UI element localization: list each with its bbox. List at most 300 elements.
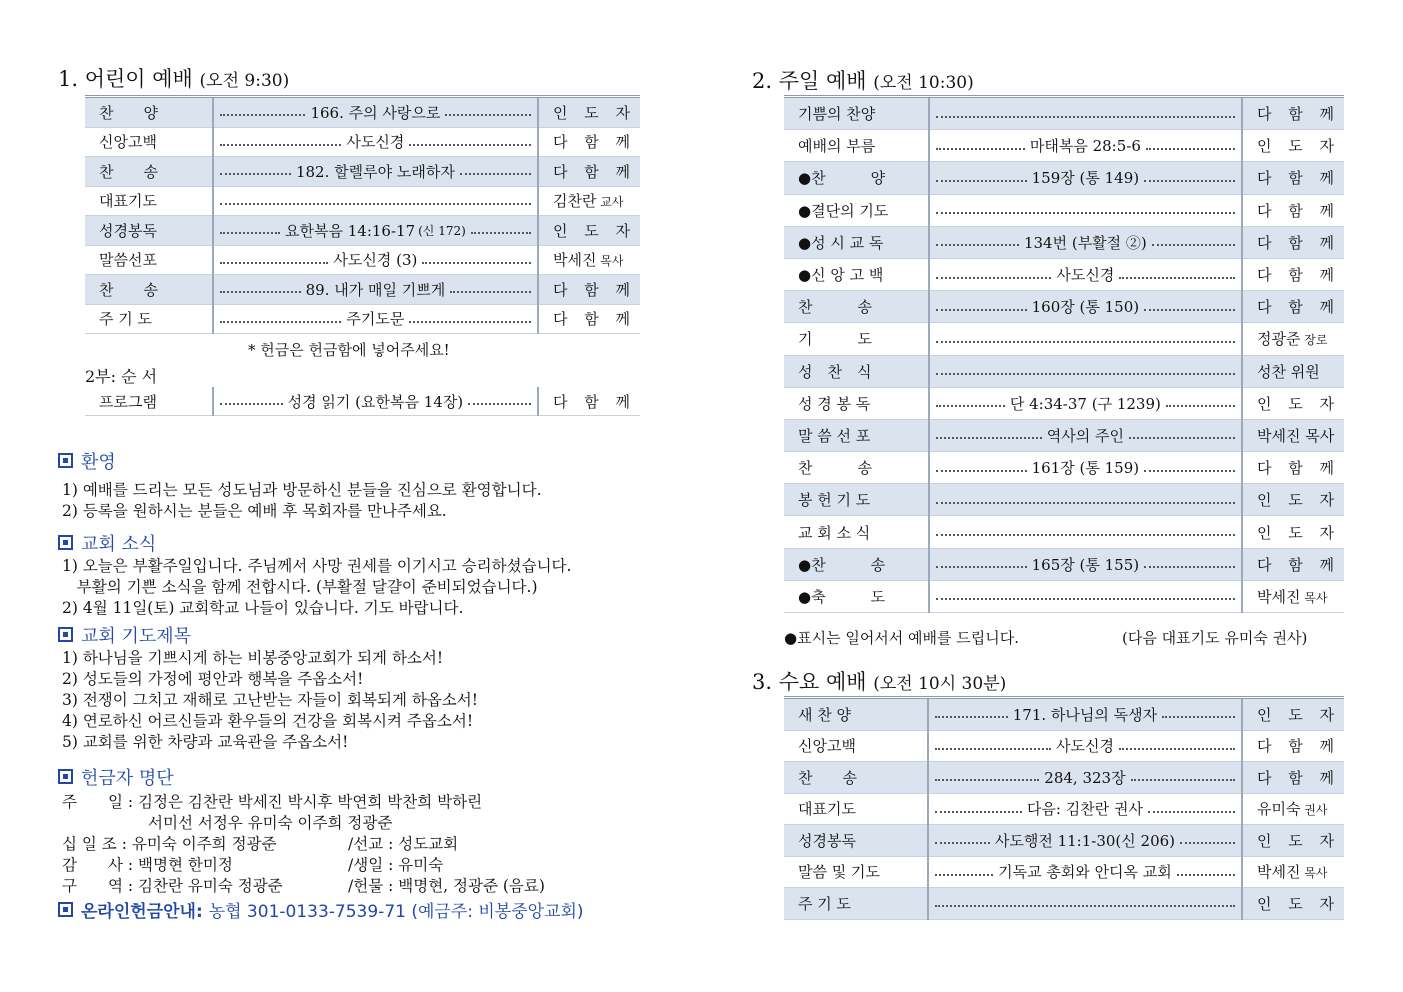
- row-content: [213, 275, 538, 305]
- square-bullet-icon: [58, 535, 73, 550]
- row-label: [784, 226, 929, 258]
- row-leader-title: 목사: [596, 254, 624, 269]
- online-offering: 온라인헌금안내: 농협 301-0133-7539-71 (예금주: 비봉중앙교회): [58, 897, 584, 922]
- table-row: [85, 387, 640, 416]
- row-content-text: 단 4:34-37 (구 1239): [1009, 394, 1161, 413]
- givers-goods: /헌물 : 백명현, 정광준 (음료): [348, 877, 545, 895]
- dot-fill: [936, 244, 1019, 246]
- dot-fill: [220, 144, 342, 146]
- row-leader-text: 정광준: [1256, 330, 1301, 349]
- row-label-text: 찬 양: [99, 103, 158, 122]
- table-row: [85, 245, 640, 275]
- dot-fill: [220, 173, 291, 175]
- row-leader: [538, 216, 640, 246]
- row-leader: [538, 275, 640, 305]
- dot-fill: [468, 403, 531, 405]
- table-row: [85, 127, 640, 157]
- row-content: [929, 162, 1242, 194]
- row-content: [929, 484, 1242, 516]
- dotted-leader: [934, 595, 1237, 597]
- table-row: [784, 762, 1344, 794]
- row-content-text: 161장 (통 159): [1031, 459, 1140, 478]
- offering-note: * 헌금은 헌금함에 넣어주세요!: [248, 341, 450, 359]
- row-content: [213, 186, 538, 216]
- row-leader: [538, 157, 640, 187]
- row-leader-text: 인 도 자: [1256, 394, 1340, 413]
- row-label-text: ●성 시 교 독: [798, 233, 884, 252]
- row-label-text: 성 찬 식: [798, 362, 872, 381]
- row-leader-text: 다 함 께: [552, 310, 636, 329]
- text-line: 1) 오늘은 부활주일입니다. 주님께서 사망 권세를 이기시고 승리하셨습니다.: [62, 557, 572, 575]
- row-content: [213, 157, 538, 187]
- row-leader: [1242, 825, 1344, 857]
- dot-fill: [1144, 180, 1235, 182]
- dotted-leader: [218, 131, 533, 152]
- square-bullet-icon: [58, 902, 73, 917]
- dot-fill: [1144, 470, 1235, 472]
- row-leader-text: 다 함 께: [1256, 105, 1340, 124]
- row-content: [213, 387, 538, 416]
- row-leader-text: 인 도 자: [1256, 523, 1340, 542]
- row-content-text: 166. 주의 사랑으로: [310, 103, 441, 122]
- dot-fill: [460, 173, 531, 175]
- dotted-leader: [934, 499, 1237, 501]
- dot-fill: [1146, 148, 1235, 150]
- welcome-heading: 환영: [58, 448, 116, 474]
- table-row: [784, 323, 1344, 355]
- row-content: [929, 355, 1242, 387]
- row-leader: [1242, 580, 1344, 612]
- dot-fill: [936, 212, 1235, 214]
- row-content: [213, 304, 538, 334]
- row-content: [929, 452, 1242, 484]
- row-label-text: 교 회 소 식: [798, 523, 871, 542]
- text-line: 5) 교회를 위한 차량과 교육관을 주옵소서!: [62, 733, 349, 751]
- row-content-text: 134번 (부활절 ②): [1023, 233, 1147, 252]
- row-content: [928, 698, 1242, 731]
- row-leader: [1242, 516, 1344, 548]
- row-label-text: 찬 송: [99, 280, 158, 299]
- table-row: [784, 387, 1344, 419]
- row-leader-text: 인 도 자: [552, 103, 636, 122]
- givers-heading: 헌금자 명단: [58, 764, 174, 790]
- dot-fill: [220, 262, 329, 264]
- row-label: [784, 856, 928, 888]
- row-content-text: 기독교 총회와 안디옥 교회: [998, 863, 1172, 882]
- row-label: [85, 127, 213, 157]
- row-leader-text: 다 함 께: [1256, 298, 1340, 317]
- dot-fill: [936, 566, 1027, 568]
- table-row: [85, 157, 640, 187]
- dot-fill: [1148, 811, 1235, 813]
- dot-fill: [935, 779, 1039, 781]
- news-heading: 교회 소식: [58, 530, 156, 556]
- dot-fill: [935, 874, 993, 876]
- dot-fill: [936, 148, 1025, 150]
- row-label-text: 말씀 및 기도: [798, 863, 880, 882]
- dot-fill: [1166, 405, 1235, 407]
- row-label-text: 성경봉독: [798, 831, 856, 850]
- news-text: [62, 556, 571, 619]
- row-label-text: 찬 송: [99, 162, 158, 181]
- row-label-text: 주 기 도: [798, 894, 852, 913]
- row-label: [85, 216, 213, 246]
- row-label: [784, 162, 929, 194]
- row-label-text: 기쁨의 찬양: [798, 105, 876, 124]
- row-leader: [1242, 484, 1344, 516]
- table-row: [784, 856, 1344, 888]
- dot-fill: [1119, 748, 1235, 750]
- row-content: [928, 762, 1242, 794]
- table-row: [784, 162, 1344, 194]
- dot-fill: [936, 277, 1052, 279]
- row-leader: [1242, 387, 1344, 419]
- dotted-leader: [933, 798, 1237, 819]
- dot-fill: [936, 309, 1027, 311]
- row-leader: [1242, 226, 1344, 258]
- row-label: [784, 484, 929, 516]
- row-leader: [1242, 419, 1344, 451]
- row-label-text: ●신 앙 고 백: [798, 266, 884, 285]
- row-label-text: 프로그램: [99, 392, 157, 411]
- row-leader-text: 성찬 위원: [1256, 362, 1320, 381]
- row-content: [929, 258, 1242, 290]
- row-leader-text: 인 도 자: [1256, 137, 1340, 156]
- row-label: [784, 419, 929, 451]
- dot-fill: [936, 116, 1235, 118]
- row-label: [784, 355, 929, 387]
- givers-tithe: 십 일 조 : 유미숙 이주희 정광준: [62, 835, 277, 853]
- row-content-text: 284, 323장: [1044, 768, 1126, 787]
- dot-fill: [1162, 716, 1235, 718]
- table-row: [85, 216, 640, 246]
- text-line: 2) 4월 11일(토) 교회학교 나들이 있습니다. 기도 바랍니다.: [62, 599, 464, 617]
- row-label: [85, 245, 213, 275]
- row-label: [784, 130, 929, 162]
- row-leader: [1242, 452, 1344, 484]
- dot-fill: [936, 470, 1027, 472]
- dot-fill: [936, 180, 1027, 182]
- row-label-text: ●찬 양: [798, 169, 886, 188]
- row-content-text: 182. 할렐루야 노래하자: [295, 162, 455, 181]
- row-label: [784, 97, 929, 130]
- table-row: [784, 226, 1344, 258]
- row-content: [928, 730, 1242, 762]
- dot-fill: [409, 321, 531, 323]
- text-line: 1) 하나님을 기쁘시게 하는 비봉중앙교회가 되게 하소서!: [62, 649, 444, 667]
- row-leader: [1242, 793, 1344, 825]
- row-leader-title: 교사: [596, 195, 624, 210]
- row-label: [784, 387, 929, 419]
- row-content: [929, 194, 1242, 226]
- text-line: 3) 전쟁이 그치고 재해로 고난받는 자들이 회복되게 하옵소서!: [62, 691, 478, 709]
- row-leader-text: 다 함 께: [552, 133, 636, 152]
- text-line: 부활의 기쁜 소식을 함께 전합시다. (부활절 달걀이 준비되었습니다.): [62, 578, 538, 596]
- dot-fill: [936, 405, 1005, 407]
- row-label: [85, 387, 213, 416]
- row-content-text: 89. 내가 매일 기쁘게: [305, 280, 446, 299]
- dot-fill: [220, 114, 306, 116]
- row-leader-text: 박세진 목사: [1256, 426, 1335, 445]
- table-row: [784, 888, 1344, 920]
- dotted-leader: [218, 161, 533, 182]
- row-leader-text: 다 함 께: [1256, 266, 1340, 285]
- row-leader-text: 다 함 께: [552, 392, 636, 411]
- dot-fill: [935, 842, 990, 844]
- table-row: [85, 186, 640, 216]
- dot-fill: [450, 291, 531, 293]
- row-label-text: ●축 도: [798, 587, 886, 606]
- row-leader: [1242, 548, 1344, 580]
- row-leader-text: 김찬란: [552, 192, 597, 211]
- dot-fill: [220, 321, 342, 323]
- row-content-text: 성경 읽기 (요한복음 14장): [287, 392, 464, 411]
- dot-fill: [936, 502, 1235, 504]
- dot-fill: [1180, 842, 1235, 844]
- row-content: [929, 419, 1242, 451]
- row-content-text: 사도신경 (3): [333, 251, 418, 270]
- table-row: [784, 516, 1344, 548]
- row-content-text: 159장 (통 149): [1031, 169, 1140, 188]
- row-leader-text: 박세진: [1256, 863, 1301, 882]
- row-leader-text: 인 도 자: [552, 221, 636, 240]
- row-leader: [1242, 355, 1344, 387]
- table-row: [85, 275, 640, 305]
- text-line: 1) 예배를 드리는 모든 성도님과 방문하신 분들을 진심으로 환영합니다.: [62, 481, 542, 499]
- row-label: [784, 580, 929, 612]
- row-leader: [1242, 698, 1344, 731]
- table-row: [784, 419, 1344, 451]
- table-row: [784, 130, 1344, 162]
- row-content: [929, 387, 1242, 419]
- row-label: [784, 698, 928, 731]
- row-leader: [1242, 730, 1344, 762]
- dot-fill: [220, 291, 301, 293]
- row-label: [85, 157, 213, 187]
- row-leader: [1242, 323, 1344, 355]
- row-label-text: 찬 송: [798, 459, 872, 478]
- row-label: [784, 258, 929, 290]
- givers-district: 구 역 : 김찬란 유미숙 정광준: [62, 877, 283, 895]
- row-content: [928, 825, 1242, 857]
- row-label-text: ●결단의 기도: [798, 201, 889, 220]
- row-content: [929, 548, 1242, 580]
- dotted-leader: [933, 735, 1237, 756]
- part2-table: [85, 387, 640, 416]
- dotted-leader: [218, 279, 533, 300]
- dotted-leader: [218, 249, 533, 270]
- row-content: [213, 245, 538, 275]
- dotted-leader: [934, 135, 1237, 156]
- row-content: [213, 216, 538, 246]
- row-leader-text: 다 함 께: [1256, 459, 1340, 478]
- dotted-leader: [218, 391, 533, 412]
- row-label: [784, 291, 929, 323]
- row-content-text: 마태복음 28:5-6: [1029, 137, 1141, 156]
- row-leader-text: 다 함 께: [552, 162, 636, 181]
- table-row: [784, 97, 1344, 130]
- row-leader-title: 목사: [1300, 866, 1328, 881]
- row-label: [784, 793, 928, 825]
- row-content-text: 사도신경: [346, 133, 405, 152]
- row-label: [784, 548, 929, 580]
- dotted-leader: [933, 902, 1237, 904]
- row-label-text: 예배의 부름: [798, 137, 876, 156]
- row-leader-text: 인 도 자: [1256, 705, 1340, 724]
- row-label: [784, 730, 928, 762]
- row-content-text: 165장 (통 155): [1031, 555, 1140, 574]
- dot-fill: [936, 373, 1235, 375]
- row-content: [929, 226, 1242, 258]
- table-row: [784, 793, 1344, 825]
- section-2-title: 2. 주일 예배 (오전 10:30): [752, 69, 974, 93]
- dotted-leader: [934, 264, 1237, 285]
- row-content-text: 역사의 주인: [1046, 426, 1124, 445]
- dotted-leader: [934, 393, 1237, 414]
- row-leader-text: 인 도 자: [1256, 831, 1340, 850]
- dotted-leader: [934, 167, 1237, 188]
- row-leader-text: 다 함 께: [552, 280, 636, 299]
- row-leader-text: 박세진: [1256, 587, 1301, 606]
- row-label: [784, 323, 929, 355]
- dotted-leader: [218, 220, 533, 241]
- dot-fill: [1119, 277, 1235, 279]
- section-1-title: 1. 어린이 예배 (오전 9:30): [58, 67, 290, 91]
- row-leader-title: 목사: [1300, 590, 1328, 605]
- row-content: [929, 323, 1242, 355]
- row-label-text: 신앙고백: [99, 133, 157, 152]
- table-row: [784, 291, 1344, 323]
- row-label-text: 대표기도: [798, 800, 856, 819]
- row-label-text: 신앙고백: [798, 737, 856, 756]
- dot-fill: [409, 144, 531, 146]
- row-label: [85, 97, 213, 128]
- table-row: [85, 304, 640, 334]
- row-content-text: 사도신경: [1055, 737, 1114, 756]
- dot-fill: [936, 341, 1235, 343]
- row-content-text: 요한복음 14:16-17: [285, 221, 416, 240]
- row-leader-text: 인 도 자: [1256, 491, 1340, 510]
- part2-title: 2부: 순 서: [85, 367, 158, 386]
- row-leader: [538, 387, 640, 416]
- dot-fill: [1129, 437, 1235, 439]
- givers-thanks: 감 사 : 백명현 한미정: [62, 856, 233, 874]
- children-worship-table: [85, 95, 640, 334]
- dot-fill: [220, 203, 531, 205]
- row-leader: [538, 186, 640, 216]
- row-content-note: (신 172): [418, 223, 466, 238]
- row-label-text: 성경봉독: [99, 221, 157, 240]
- row-label-text: 기 도: [798, 330, 872, 349]
- text-line: 2) 등록을 원하시는 분들은 예배 후 목회자를 만나주세요.: [62, 502, 447, 520]
- row-leader-text: 다 함 께: [1256, 169, 1340, 188]
- row-label-text: ●찬 송: [798, 555, 886, 574]
- dot-fill: [445, 114, 531, 116]
- row-content-text: 160장 (통 150): [1031, 298, 1140, 317]
- dotted-leader: [934, 296, 1237, 317]
- section-3-title: 3. 수요 예배 (오전 10시 30분): [752, 670, 1007, 694]
- row-label: [85, 275, 213, 305]
- row-label-text: 찬 송: [798, 768, 857, 787]
- row-label-text: 찬 송: [798, 298, 872, 317]
- standing-note: ●표시는 일어서서 예배를 드립니다.: [784, 629, 1020, 647]
- givers-birthday: /생일 : 유미숙: [348, 856, 444, 874]
- row-leader: [1242, 194, 1344, 226]
- table-row: [784, 825, 1344, 857]
- dotted-leader: [933, 767, 1237, 788]
- row-leader-title: 장로: [1300, 333, 1328, 348]
- dotted-leader: [933, 861, 1237, 882]
- row-leader: [1242, 888, 1344, 920]
- dotted-leader: [934, 457, 1237, 478]
- row-label-text: 말씀선포: [99, 251, 157, 270]
- dot-fill: [935, 905, 1235, 907]
- dotted-leader: [218, 200, 533, 202]
- dot-fill: [935, 748, 1051, 750]
- row-leader: [1242, 856, 1344, 888]
- row-content-text: 171. 하나님의 독생자: [1012, 705, 1158, 724]
- dotted-leader: [933, 830, 1237, 851]
- row-content: [929, 291, 1242, 323]
- row-leader-text: 박세진: [552, 251, 597, 270]
- dot-fill: [1177, 874, 1235, 876]
- row-content: [929, 516, 1242, 548]
- dotted-leader: [934, 370, 1237, 372]
- dotted-leader: [218, 102, 533, 123]
- dot-fill: [936, 437, 1042, 439]
- dotted-leader: [934, 113, 1237, 115]
- row-content: [929, 97, 1242, 130]
- table-row: [784, 548, 1344, 580]
- table-row: [784, 484, 1344, 516]
- table-row: [784, 355, 1344, 387]
- dot-fill: [471, 232, 531, 234]
- square-bullet-icon: [58, 769, 73, 784]
- row-label-text: 성 경 봉 독: [798, 394, 871, 413]
- row-content: [213, 97, 538, 128]
- row-leader-text: 다 함 께: [1256, 201, 1340, 220]
- row-leader: [538, 127, 640, 157]
- row-content: [928, 856, 1242, 888]
- wednesday-worship-table: [784, 696, 1344, 920]
- dot-fill: [1144, 309, 1235, 311]
- row-label: [85, 186, 213, 216]
- givers-sunday: 주 일 : 김정은 김찬란 박세진 박시후 박연희 박찬희 박하린: [62, 793, 483, 811]
- next-prayer-note: (다음 대표기도 유미숙 권사): [1122, 629, 1308, 647]
- dotted-leader: [218, 308, 533, 329]
- row-leader: [1242, 97, 1344, 130]
- row-content: [213, 127, 538, 157]
- dotted-leader: [934, 232, 1237, 253]
- table-row: [784, 698, 1344, 731]
- dot-fill: [422, 262, 531, 264]
- dot-fill: [1131, 779, 1235, 781]
- row-leader-text: 인 도 자: [1256, 894, 1340, 913]
- row-leader-text: 유미숙: [1256, 800, 1301, 819]
- row-leader: [538, 304, 640, 334]
- row-leader: [1242, 130, 1344, 162]
- row-leader-text: 다 함 께: [1256, 555, 1340, 574]
- text-line: 2) 성도들의 가정에 평안과 행복을 주옵소서!: [62, 670, 364, 688]
- givers-mission: /선교 : 성도교회: [348, 835, 459, 853]
- row-leader-text: 다 함 께: [1256, 737, 1340, 756]
- row-leader: [538, 245, 640, 275]
- dotted-leader: [934, 425, 1237, 446]
- dot-fill: [936, 598, 1235, 600]
- row-content-text: 다음: 김찬란 권사: [1026, 800, 1143, 819]
- row-leader: [1242, 162, 1344, 194]
- row-content-text: 사도행전 11:1-30(신 206): [994, 831, 1176, 850]
